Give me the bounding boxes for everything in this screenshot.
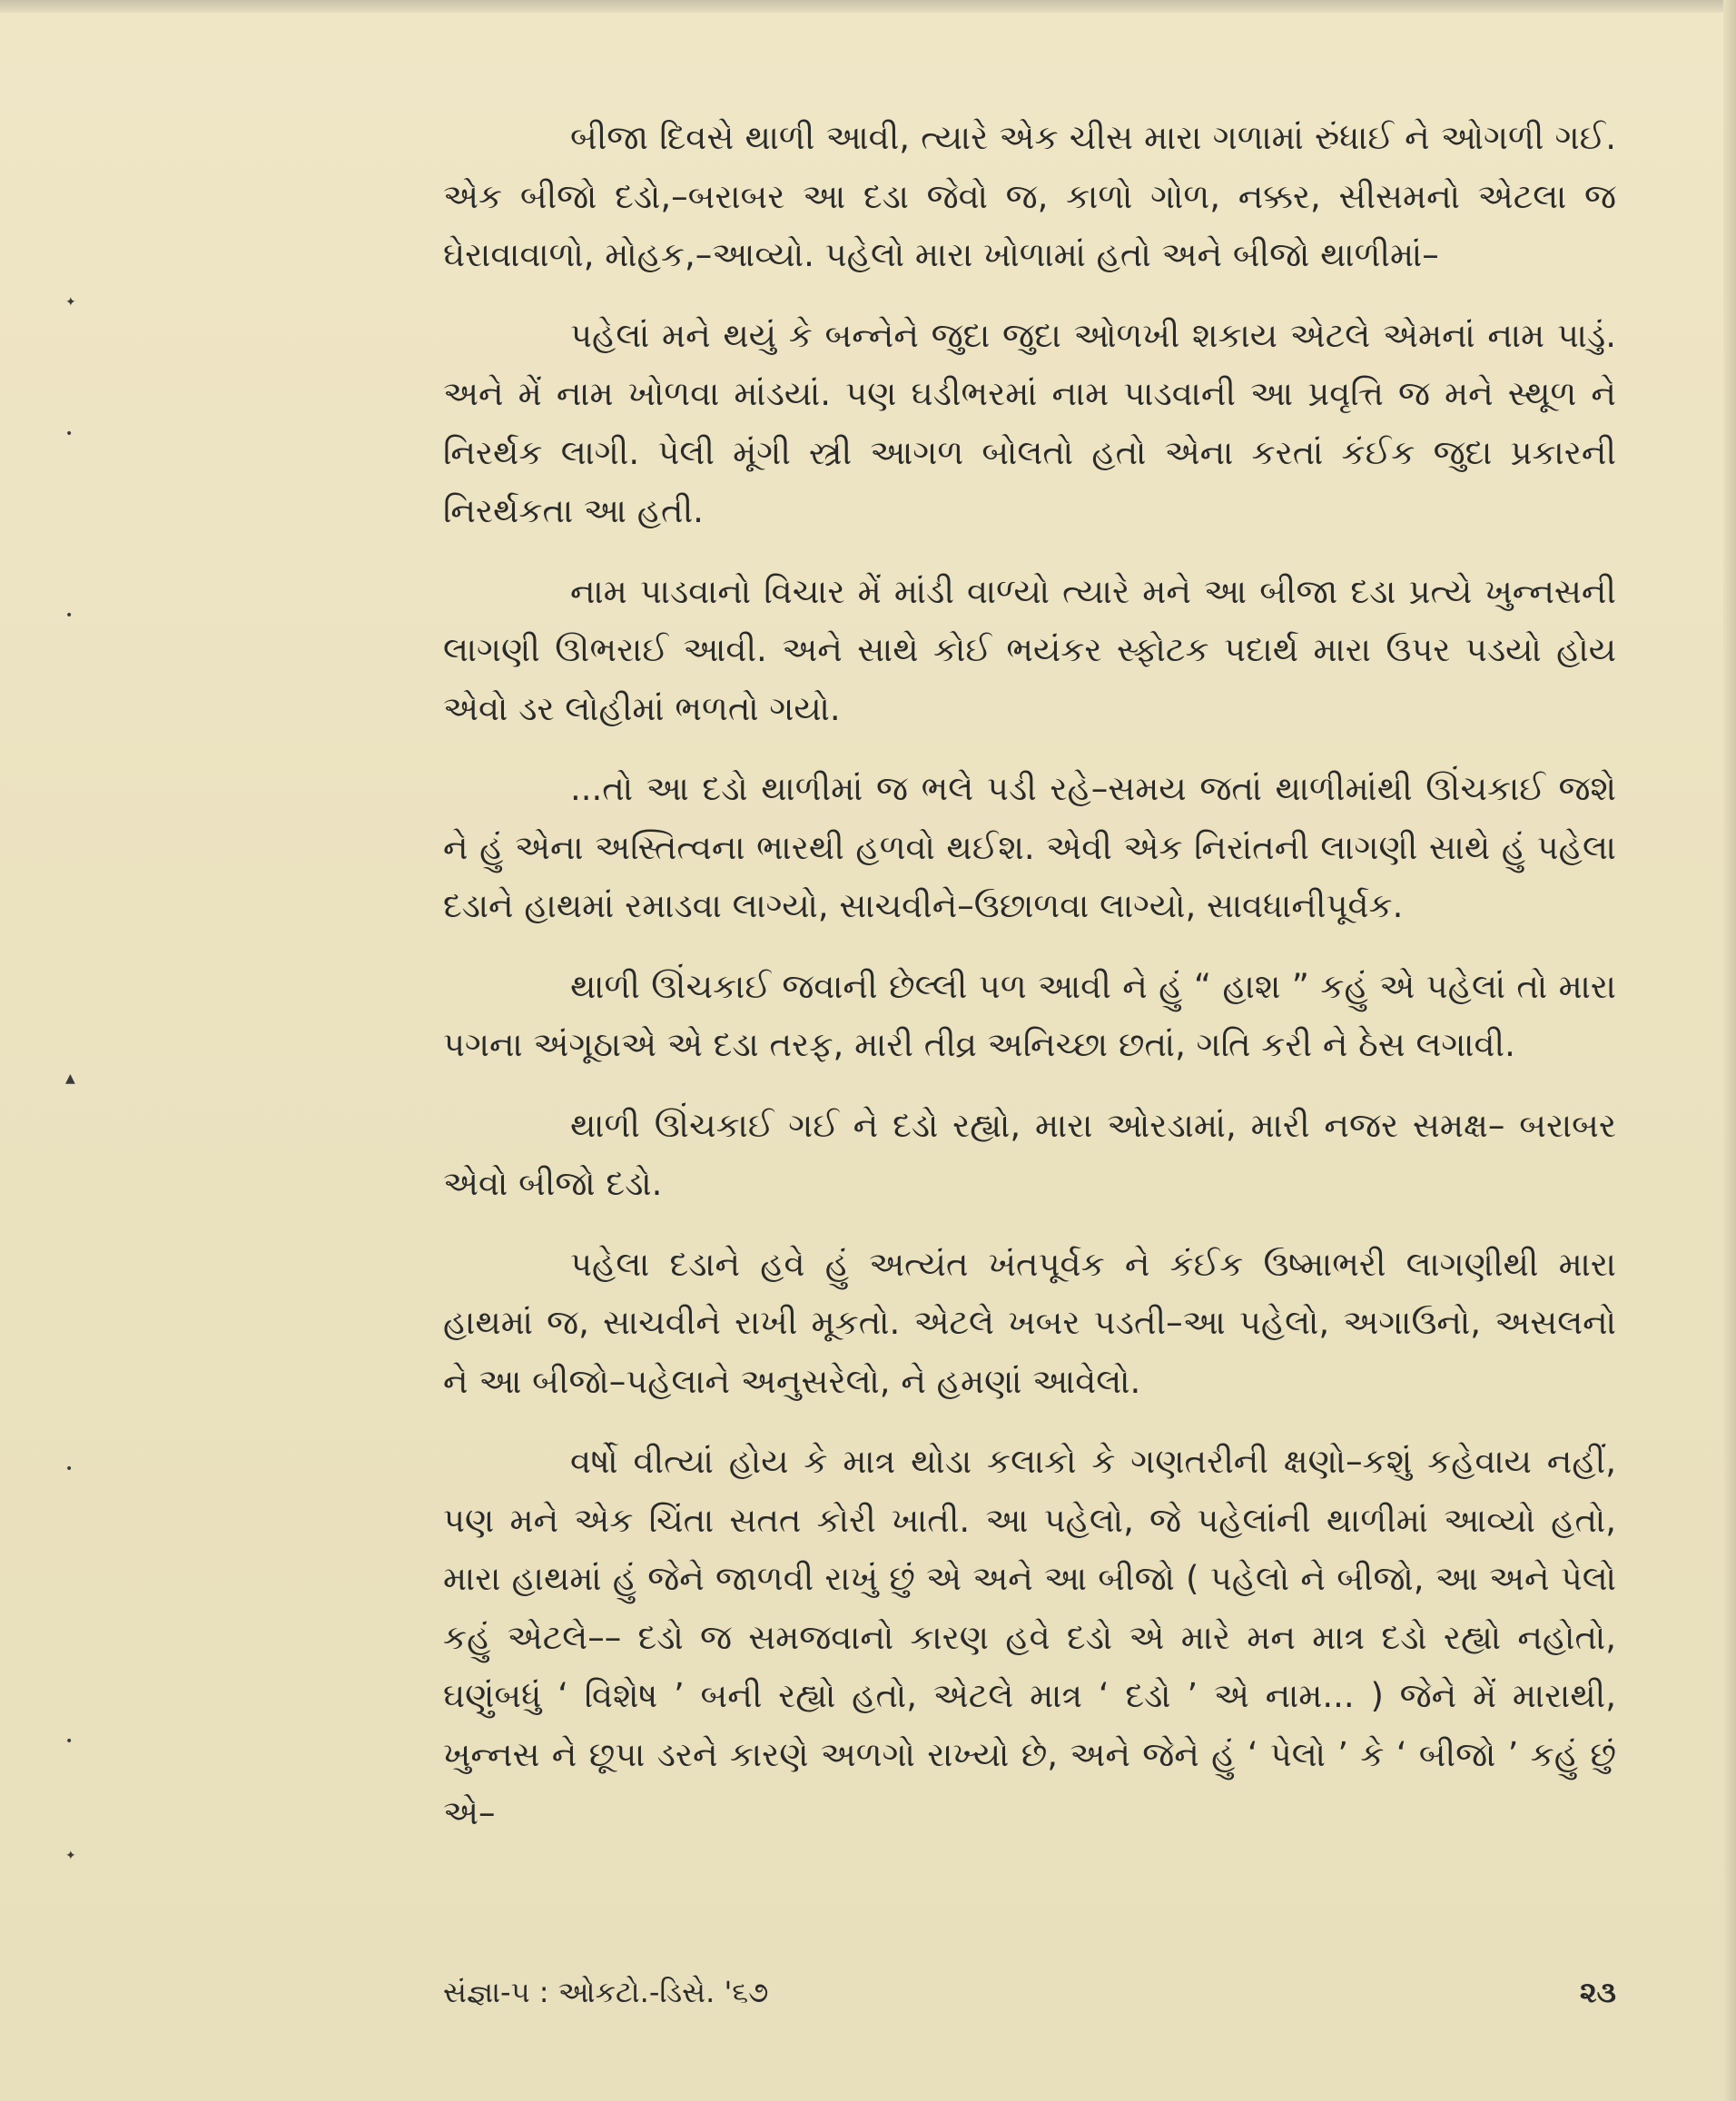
page-top-edge (0, 0, 1736, 13)
paragraph: પહેલા દડાને હવે હું અત્યંત ખંતપૂર્વક ને કંઈક ઉષ્માભરી લાગણીથી મારા હાથમાં જ, સાચવીને રાખી મૂકતો. એટલે ખબર પડતી–આ પહેલો, અગાઉનો, અસલનો ને આ બીજો–પહેલાને અનુસરેલો, ને હમણાં આવેલો. (443, 1244, 1616, 1401)
page-footer (443, 1975, 1616, 2020)
margin-mark: ✦ (65, 1849, 76, 1863)
page-right-edge (1723, 0, 1736, 2101)
margin-mark: • (65, 608, 74, 623)
margin-mark: ▲ (65, 1071, 75, 1086)
paragraph: પહેલાં મને થયું કે બન્નેને જુદા જુદા ઓળખી શકાય એટલે એમનાં નામ પાડું. અને મેં નામ ખોળવા માંડયાં. પણ ઘડીભરમાં નામ પાડવાની આ પ્રવૃત્તિ જ મને સ્થૂળ ને નિરર્થક લાગી. પેલી મૂંગી સ્ત્રી આગળ બોલતો હતો એના કરતાં કંઈક જુદા પ્રકારની નિરર્થકતા આ હતી. (443, 315, 1616, 530)
journal-citation: સંજ્ઞા-૫ : ઓકટો.-ડિસે. '૬૭ (443, 1975, 769, 2009)
margin-mark: • (65, 1734, 74, 1749)
paragraph: થાળી ઊંચકાઈ જવાની છેલ્લી પળ આવી ને હું “ હાશ ” કહું એ પહેલાં તો મારા પગના અંગૂઠાએ એ દડા તરફ, મારી તીવ્ર અનિચ્છા છતાં, ગતિ કરી ને ઠેસ લગાવી. (443, 966, 1616, 1064)
paragraph: ...તો આ દડો થાળીમાં જ ભલે પડી રહે–સમય જતાં થાળીમાંથી ઊંચકાઈ જશે ને હું એના અસ્તિત્વના ભારથી હળવો થઈશ. એવી એક નિરાંતની લાગણી સાથે હું પહેલા દડાને હાથમાં રમાડવા લાગ્યો, સાચવીને–ઉછાળવા લાગ્યો, સાવધાનીપૂર્વક. (443, 769, 1616, 925)
paragraph: થાળી ઊંચકાઈ ગઈ ને દડો રહ્યો, મારા ઓરડામાં, મારી નજર સમક્ષ– બરાબર એવો બીજો દડો. (443, 1105, 1616, 1203)
page-number: ૨૩ (1579, 1975, 1616, 2009)
margin-mark: • (65, 1462, 74, 1476)
paragraph: વર્ષો વીત્યાં હોય કે માત્ર થોડા કલાકો કે ગણતરીની ક્ષણો–કશું કહેવાય નહીં, પણ મને એક ચિંતા સતત કોરી ખાતી. આ પહેલો, જે પહેલાંની થાળીમાં આવ્યો હતો, મારા હાથમાં હું જેને જાળવી રાખું છું એ અને આ બીજો ( પહેલો ને બીજો, આ અને પેલો કહું એટલે–– દડો જ સમજવાનો કારણ હવે દડો એ મારે મન માત્ર દડો રહ્યો નહોતો, ઘણુંબધું ‘ વિશેષ ’ બની રહ્યો હતો, એટલે માત્ર ‘ દડો ’ એ નામ... ) જેને મેં મારાથી, ખુન્નસ ને છૂપા ડરને કારણે અળગો રાખ્યો છે, અને જેને હું ‘ પેલો ’ કે ‘ બીજો ’ કહું છું એ– (443, 1442, 1617, 1832)
paragraph: નામ પાડવાનો વિચાર મેં માંડી વાળ્યો ત્યારે મને આ બીજા દડા પ્રત્યે ખુન્નસની લાગણી ઊભરાઈ આવી. અને સાથે કોઈ ભયંકર સ્ફોટક પદાર્થ મારા ઉપર પડયો હોય એવો ડર લોહીમાં ભળતો ગયો. (443, 571, 1616, 728)
margin-mark: ✦ (65, 295, 76, 310)
margin-mark: • (65, 427, 74, 441)
paragraph: બીજા દિવસે થાળી આવી, ત્યારે એક ચીસ મારા ગળામાં રુંધાઈ ને ઓગળી ગઈ. એક બીજો દડો,–બરાબર આ દડા જેવો જ, કાળો ગોળ, નક્કર, સીસમનો એટલા જ ઘેરાવાવાળો, મોહક,–આવ્યો. પહેલો મારા ખોળામાં હતો અને બીજો થાળીમાં– (443, 118, 1616, 274)
body-text (443, 109, 1616, 1865)
